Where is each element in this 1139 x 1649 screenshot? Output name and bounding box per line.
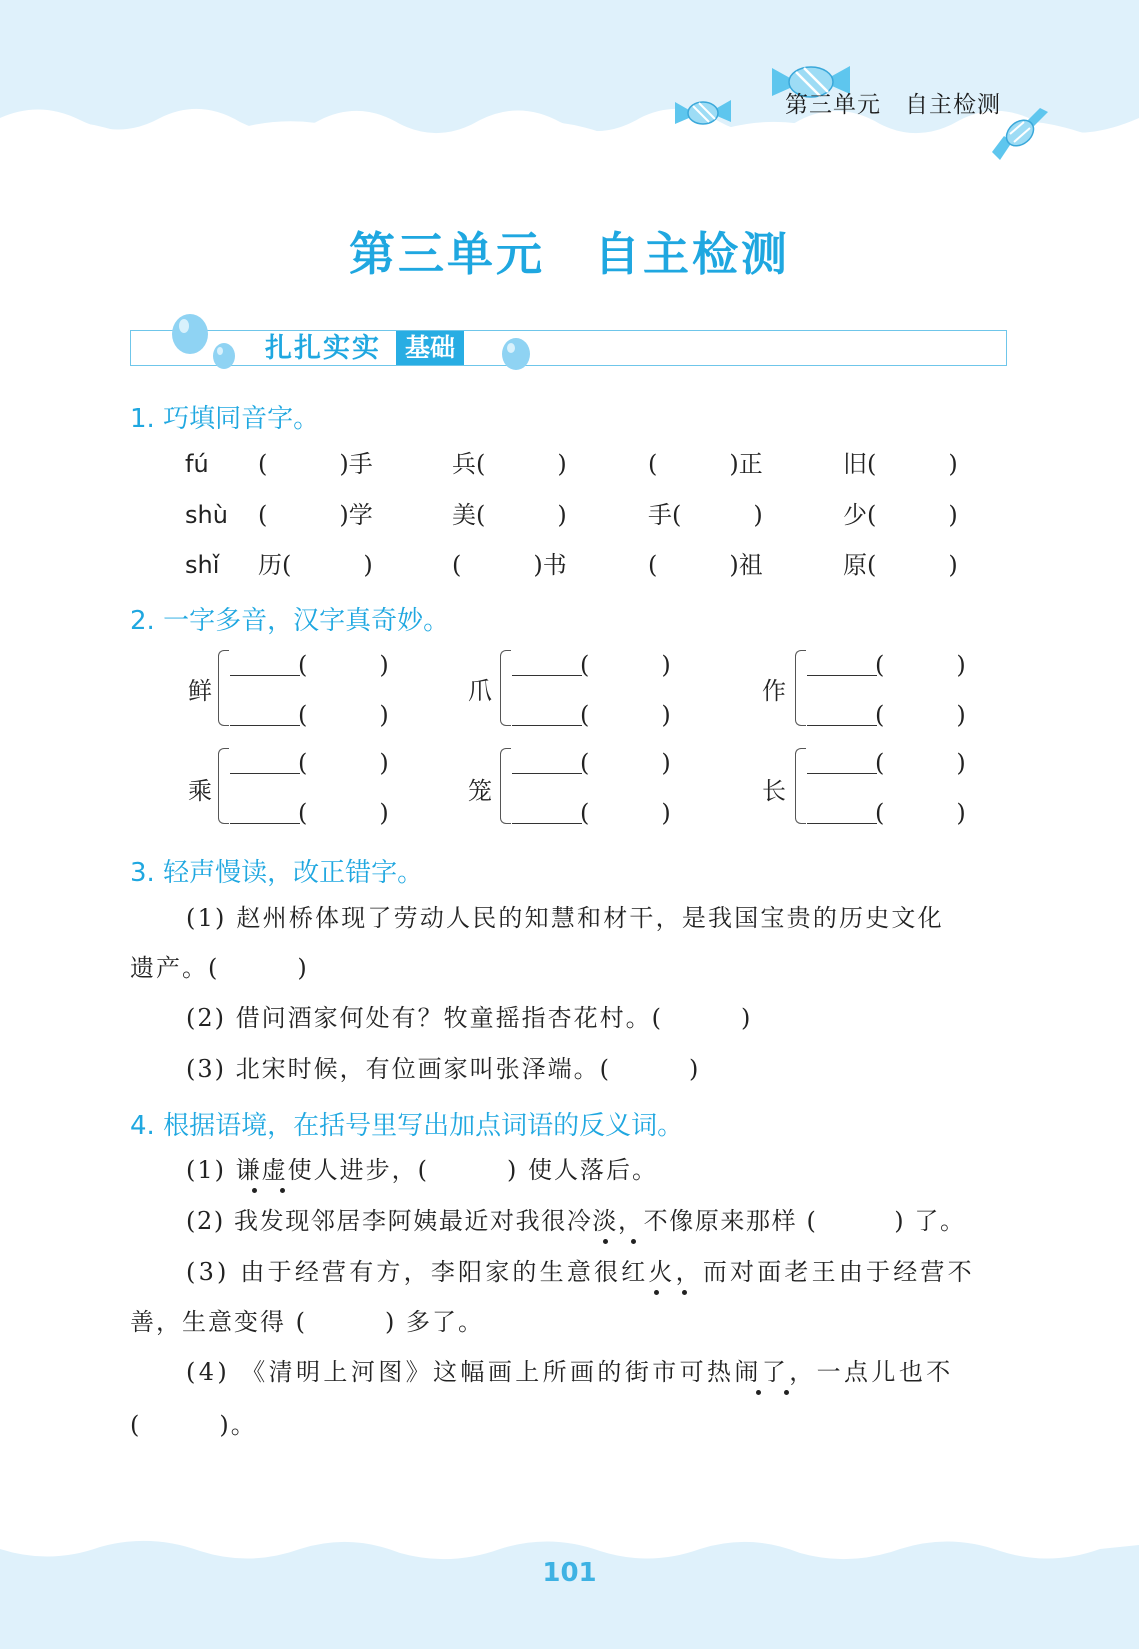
- q2-answer-line[interactable]: [807, 773, 877, 774]
- q2-answer-line[interactable]: [807, 725, 877, 726]
- q2-pinyin-paren: ( ): [875, 799, 966, 827]
- q2-char: 作: [762, 677, 786, 705]
- q2-answer-line[interactable]: [230, 675, 300, 676]
- q2-pinyin-paren: ( ): [298, 651, 389, 679]
- q2-char: 笼: [468, 777, 492, 805]
- q2-answer-line[interactable]: [807, 823, 877, 824]
- header-unit-label: 第三单元 自主检测: [785, 92, 1001, 118]
- q3-title: 3. 轻声慢读，改正错字。: [130, 858, 424, 888]
- q2-brace: [795, 650, 806, 726]
- emphasis-dot: [682, 1290, 687, 1295]
- q2-pinyin-paren: ( ): [298, 701, 389, 729]
- q4-item: 善，生意变得 ( ) 多了。: [130, 1308, 484, 1336]
- q1-blank-item: 原( ): [843, 551, 958, 579]
- emphasis-dot: [631, 1239, 636, 1244]
- emphasis-dot: [756, 1390, 761, 1395]
- q2-brace: [500, 748, 511, 824]
- q1-blank-item: 少( ): [843, 501, 958, 529]
- q2-pinyin-paren: ( ): [580, 749, 671, 777]
- q2-answer-line[interactable]: [807, 675, 877, 676]
- q1-blank-item: ( )正: [648, 450, 763, 478]
- section-label: 扎扎实实: [265, 333, 381, 364]
- q1-blank-item: 手( ): [648, 501, 763, 529]
- footer-wave-decoration: [0, 1535, 1139, 1649]
- q2-pinyin-paren: ( ): [298, 749, 389, 777]
- q2-pinyin-paren: ( ): [298, 799, 389, 827]
- emphasis-dot: [654, 1290, 659, 1295]
- candy-icon: [673, 92, 733, 132]
- q1-blank-item: ( )手: [258, 450, 373, 478]
- q1-blank-item: ( )书: [452, 551, 567, 579]
- q2-answer-line[interactable]: [230, 725, 300, 726]
- q3-item: (2) 借问酒家何处有？牧童摇指杏花村。( ): [186, 1004, 753, 1032]
- emphasis-dot: [603, 1239, 608, 1244]
- page-number: 101: [542, 1558, 597, 1588]
- q1-blank-item: 美( ): [452, 501, 567, 529]
- q2-brace: [795, 748, 806, 824]
- q1-blank-item: ( )学: [258, 501, 373, 529]
- page-title: 第三单元 自主检测: [349, 227, 790, 281]
- q2-pinyin-paren: ( ): [875, 651, 966, 679]
- q4-item: (4) 《清明上河图》这幅画上所画的街市可热闹了，一点儿也不: [186, 1358, 954, 1386]
- q2-pinyin-paren: ( ): [580, 651, 671, 679]
- emphasis-dot: [280, 1188, 285, 1193]
- q2-answer-line[interactable]: [512, 773, 582, 774]
- q2-brace: [218, 650, 229, 726]
- q1-title: 1. 巧填同音字。: [130, 404, 320, 434]
- q1-blank-item: 兵( ): [452, 450, 567, 478]
- q2-char: 爪: [468, 677, 492, 705]
- balloon-icon: [168, 312, 238, 376]
- q4-item: (3) 由于经营有方，李阳家的生意很红火，而对面老王由于经营不: [186, 1258, 975, 1286]
- q2-answer-line[interactable]: [230, 823, 300, 824]
- q1-blank-item: 历( ): [258, 551, 373, 579]
- q2-char: 鲜: [188, 677, 212, 705]
- q2-answer-line[interactable]: [512, 725, 582, 726]
- q1-pinyin: shǐ: [185, 551, 220, 579]
- q2-answer-line[interactable]: [230, 773, 300, 774]
- q4-item: (1) 谦虚使人进步，( ) 使人落后。: [186, 1156, 658, 1184]
- emphasis-dot: [252, 1188, 257, 1193]
- q2-answer-line[interactable]: [512, 823, 582, 824]
- q2-pinyin-paren: ( ): [580, 799, 671, 827]
- q3-item: (1) 赵州桥体现了劳动人民的知慧和材干，是我国宝贵的历史文化: [186, 904, 944, 932]
- balloon-icon: [500, 336, 532, 376]
- q2-pinyin-paren: ( ): [875, 749, 966, 777]
- emphasis-dot: [784, 1390, 789, 1395]
- q2-brace: [218, 748, 229, 824]
- q2-title: 2. 一字多音，汉字真奇妙。: [130, 606, 450, 636]
- q1-pinyin: fú: [185, 450, 209, 478]
- q2-brace: [500, 650, 511, 726]
- q2-answer-line[interactable]: [512, 675, 582, 676]
- q3-item: (3) 北宋时候，有位画家叫张泽端。( ): [186, 1055, 701, 1083]
- q2-char: 长: [762, 777, 786, 805]
- q2-char: 乘: [188, 777, 212, 805]
- q1-blank-item: ( )祖: [648, 551, 763, 579]
- q2-pinyin-paren: ( ): [580, 701, 671, 729]
- q2-pinyin-paren: ( ): [875, 701, 966, 729]
- q4-item: ( )。: [130, 1411, 257, 1439]
- q1-pinyin: shù: [185, 501, 228, 529]
- q4-item: (2) 我发现邻居李阿姨最近对我很冷淡，不像原来那样 ( ) 了。: [186, 1207, 966, 1235]
- q1-blank-item: 旧( ): [843, 450, 958, 478]
- header-wave-decoration: [0, 0, 1139, 150]
- section-bar: [130, 330, 1007, 366]
- section-tag: 基础: [396, 331, 464, 365]
- q3-item: 遗产。( ): [130, 954, 309, 982]
- q4-title: 4. 根据语境，在括号里写出加点词语的反义词。: [130, 1111, 684, 1141]
